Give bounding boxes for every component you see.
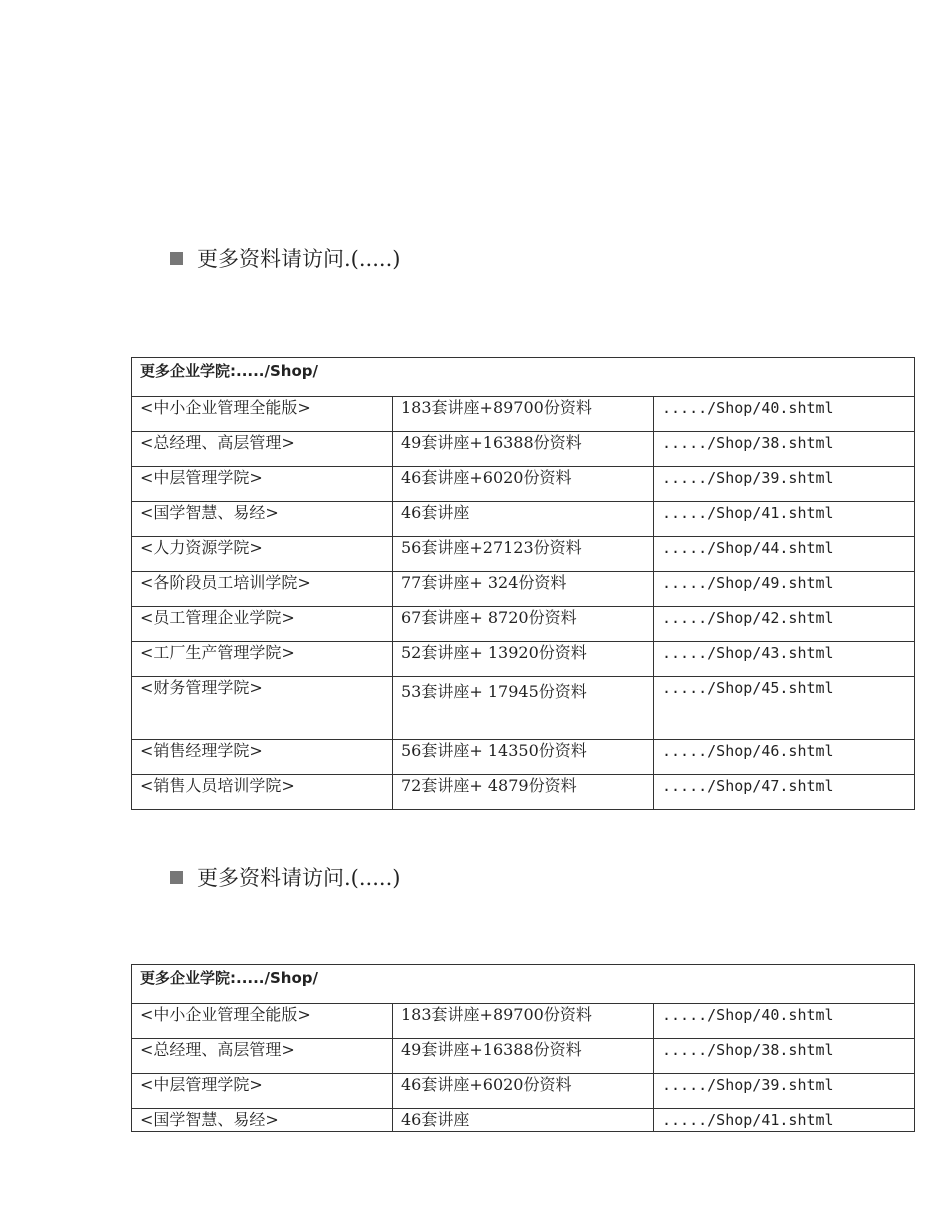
college-name: <销售经理学院>: [132, 740, 393, 775]
college-link[interactable]: ...../Shop/41.shtml: [654, 502, 915, 537]
college-name: <中小企业管理全能版>: [132, 1004, 393, 1039]
shop-table: [131, 357, 915, 810]
visit-notice: [170, 243, 400, 273]
table-row: [132, 775, 915, 810]
college-name: <工厂生产管理学院>: [132, 642, 393, 677]
college-content: 52套讲座+ 13920份资料: [393, 642, 654, 677]
college-content: 56套讲座+ 14350份资料: [393, 740, 654, 775]
college-link[interactable]: ...../Shop/49.shtml: [654, 572, 915, 607]
college-name: <财务管理学院>: [132, 677, 393, 740]
college-content: 46套讲座+6020份资料: [393, 467, 654, 502]
table-row: [132, 397, 915, 432]
college-link[interactable]: ...../Shop/39.shtml: [654, 467, 915, 502]
table-row: [132, 642, 915, 677]
table-row: [132, 677, 915, 740]
college-content: 77套讲座+ 324份资料: [393, 572, 654, 607]
college-content: 49套讲座+16388份资料: [393, 432, 654, 467]
college-content: 183套讲座+89700份资料: [393, 397, 654, 432]
college-name: <人力资源学院>: [132, 537, 393, 572]
visit-notice-text: 更多资料请访问.(.....): [197, 247, 401, 271]
square-bullet-icon: [170, 252, 183, 265]
table-row: [132, 537, 915, 572]
college-content: 46套讲座+6020份资料: [393, 1074, 654, 1109]
visit-notice: [170, 862, 400, 892]
square-bullet-icon: [170, 871, 183, 884]
table-row: [132, 1039, 915, 1074]
college-name: <中层管理学院>: [132, 467, 393, 502]
college-name: <中小企业管理全能版>: [132, 397, 393, 432]
table-row: [132, 467, 915, 502]
table-header: 更多企业学院:...../Shop/: [132, 358, 915, 397]
college-link[interactable]: ...../Shop/38.shtml: [654, 432, 915, 467]
college-content: 67套讲座+ 8720份资料: [393, 607, 654, 642]
college-link[interactable]: ...../Shop/41.shtml: [654, 1109, 915, 1132]
college-name: <员工管理企业学院>: [132, 607, 393, 642]
college-link[interactable]: ...../Shop/44.shtml: [654, 537, 915, 572]
college-link[interactable]: ...../Shop/40.shtml: [654, 397, 915, 432]
college-link[interactable]: ...../Shop/40.shtml: [654, 1004, 915, 1039]
college-link[interactable]: ...../Shop/42.shtml: [654, 607, 915, 642]
college-link[interactable]: ...../Shop/39.shtml: [654, 1074, 915, 1109]
college-link[interactable]: ...../Shop/45.shtml: [654, 677, 915, 740]
college-name: <中层管理学院>: [132, 1074, 393, 1109]
shop-table: [131, 964, 915, 1132]
college-content: 56套讲座+27123份资料: [393, 537, 654, 572]
college-name: <销售人员培训学院>: [132, 775, 393, 810]
college-content: 53套讲座+ 17945份资料: [393, 677, 654, 740]
table-row: [132, 607, 915, 642]
table-row: [132, 1074, 915, 1109]
college-name: <各阶段员工培训学院>: [132, 572, 393, 607]
college-content: 46套讲座: [393, 1109, 654, 1132]
college-link[interactable]: ...../Shop/43.shtml: [654, 642, 915, 677]
table-row: [132, 740, 915, 775]
college-link[interactable]: ...../Shop/38.shtml: [654, 1039, 915, 1074]
college-link[interactable]: ...../Shop/46.shtml: [654, 740, 915, 775]
table-row: [132, 432, 915, 467]
college-name: <总经理、高层管理>: [132, 432, 393, 467]
visit-notice-text: 更多资料请访问.(.....): [197, 866, 401, 890]
table-header: 更多企业学院:...../Shop/: [132, 965, 915, 1004]
table-row: [132, 1004, 915, 1039]
college-name: <总经理、高层管理>: [132, 1039, 393, 1074]
college-content: 49套讲座+16388份资料: [393, 1039, 654, 1074]
college-content: 46套讲座: [393, 502, 654, 537]
college-link[interactable]: ...../Shop/47.shtml: [654, 775, 915, 810]
college-name: <国学智慧、易经>: [132, 1109, 393, 1132]
table-row: [132, 1109, 915, 1132]
table-row: [132, 502, 915, 537]
college-name: <国学智慧、易经>: [132, 502, 393, 537]
college-content: 183套讲座+89700份资料: [393, 1004, 654, 1039]
table-row: [132, 572, 915, 607]
college-content: 72套讲座+ 4879份资料: [393, 775, 654, 810]
